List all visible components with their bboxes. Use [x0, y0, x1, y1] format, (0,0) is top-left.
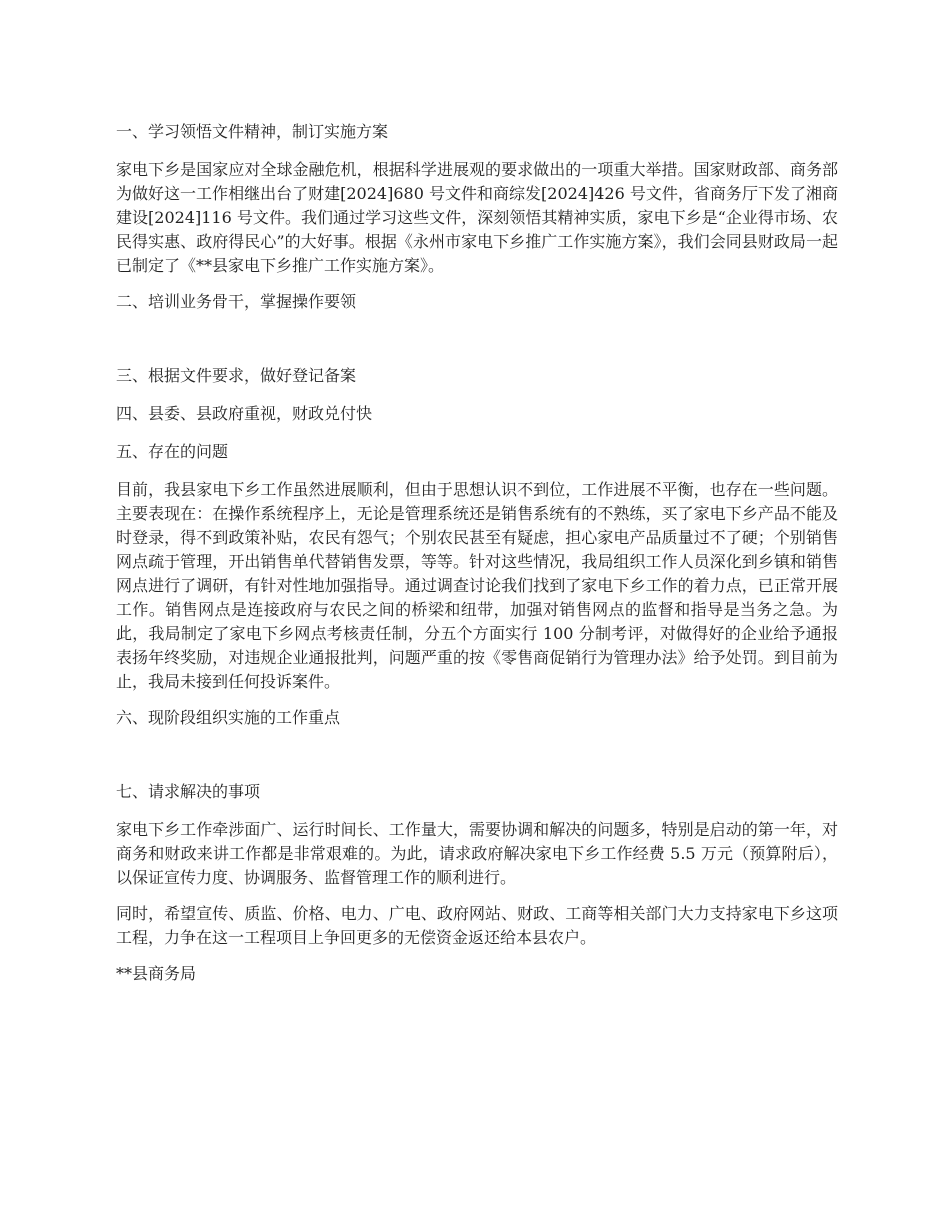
spacer: [116, 744, 838, 780]
section-1-body: 家电下乡是国家应对全球金融危机，根据科学进展观的要求做出的一项重大举措。国家财政部、商务部为做好这一工作相继出台了财建[2024]680 号文件和商综发[2024]426 号文件，省商务厅下发了湘商建设[2024]116 号文件。我们通过学习这些文件，深刻领悟其精神实质，家电下乡是“企业得市场、农民得实惠、政府得民心”的大好事。根据《永州市家电下乡推广工作实施方案》，我们会同县财政局一起已制定了《**县家电下乡推广工作实施方案》。: [116, 160, 838, 275]
section-7-body-1: 家电下乡工作牵涉面广、运行时间长、工作量大，需要协调和解决的问题多，特别是启动的第一年，对商务和财政来讲工作都是非常艰难的。为此，请求政府解决家电下乡工作经费 5.5 万元（预算附后），以保证宣传力度、协调服务、监督管理工作的顺利进行。: [116, 820, 838, 887]
section-5-body: 目前，我县家电下乡工作虽然进展顺利，但由于思想认识不到位，工作进展不平衡，也存在一些问题。主要表现在：在操作系统程序上，无论是管理系统还是销售系统有的不熟练，买了家电下乡产品不能及时登录，得不到政策补贴，农民有怨气；个别农民甚至有疑虑，担心家电产品质量过不了硬；个别销售网点疏于管理，开出销售单代替销售发票，等等。针对这些情况，我局组织工作人员深化到乡镇和销售网点进行了调研，有针对性地加强指导。通过调查讨论我们找到了家电下乡工作的着力点，已正常开展工作。销售网点是连接政府与农民之间的桥梁和纽带，加强对销售网点的监督和指导是当务之急。为此，我局制定了家电下乡网点考核责任制，分五个方面实行 100 分制考评，对做得好的企业给予通报表扬年终奖励，对违规企业通报批判，问题严重的按《零售商促销行为管理办法》给予处罚。到目前为止，我局未接到任何投诉案件。: [116, 480, 838, 691]
signature: **县商务局: [116, 964, 197, 983]
section-7-heading: 七、请求解决的事项: [116, 782, 261, 801]
section-4-heading: 四、县委、县政府重视，财政兑付快: [116, 404, 373, 423]
section-7-body-2: 同时，希望宣传、质监、价格、电力、广电、政府网站、财政、工商等相关部门大力支持家电下乡这项工程，力争在这一工程项目上争回更多的无偿资金返还给本县农户。: [116, 904, 838, 947]
section-6-heading: 六、现阶段组织实施的工作重点: [116, 708, 341, 727]
section-2-heading: 二、培训业务骨干，掌握操作要领: [116, 292, 357, 311]
section-1-heading: 一、学习领悟文件精神，制订实施方案: [116, 122, 389, 141]
section-5-heading: 五、存在的问题: [116, 442, 229, 461]
spacer: [116, 328, 838, 364]
section-3-heading: 三、根据文件要求，做好登记备案: [116, 366, 357, 385]
